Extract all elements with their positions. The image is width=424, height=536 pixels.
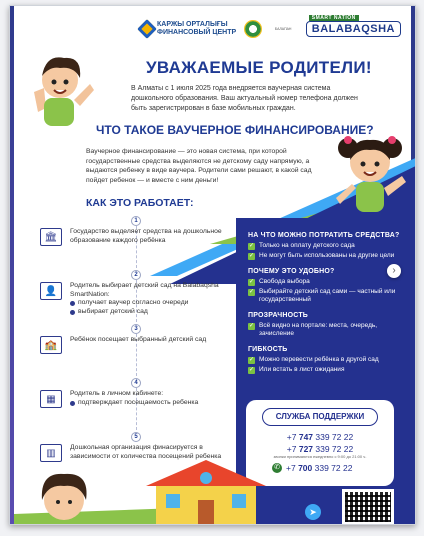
phone-1-number: 339 72 22 (313, 432, 354, 442)
info-item-text: Или встать в лист ожидания (259, 366, 345, 373)
brand-name: BALABAQSHA (311, 23, 395, 35)
spend-title: НА ЧТО МОЖНО ПОТРАТИТЬ СРЕДСТВА? (248, 232, 400, 239)
kindergarten-house-illustration (136, 460, 276, 525)
info-item (248, 322, 408, 338)
info-item-text: Только на оплату детского сада (259, 242, 355, 249)
step-number: 3 (131, 324, 141, 334)
definition-text: Ваучерное финансирование — это новая система, при которой государственные средства выделяются не детскому саду напрямую, а выдаются ребенку в виде ваучера. Родители сами решают, в какой сад пойдет ребенок — и вместе с ним деньги! (86, 148, 312, 184)
step-main-text: Дошкольная организация финасируется в зависимости от количества посещений ребенка (70, 444, 222, 460)
transparency-title: ПРОЗРАЧНОСТЬ (248, 312, 309, 319)
boy-illustration (24, 48, 104, 128)
balapan-emblem-icon (244, 20, 262, 38)
phone-2-number: 339 72 22 (313, 444, 354, 454)
qr-code-pattern (345, 492, 391, 522)
step-subitem-text: выбирает детский сад (78, 307, 148, 315)
step-item (40, 376, 235, 430)
step-subitem-text: получает ваучер согласно очереди (78, 299, 189, 307)
info-item-text: Свобода выбора (259, 278, 310, 285)
step-main-text: Государство выделяет средства на дошкольное образование каждого ребёнка (70, 228, 222, 244)
info-item (248, 356, 408, 364)
bullet-icon (70, 301, 75, 306)
finance-icon: ▥ (40, 444, 62, 462)
step-text (70, 336, 230, 345)
check-icon: ✓ (248, 253, 255, 259)
why-title: ПОЧЕМУ ЭТО УДОБНО? (248, 268, 335, 275)
check-icon: ✓ (248, 357, 255, 363)
step-number: 4 (131, 378, 141, 388)
phone-2[interactable] (246, 444, 394, 454)
whatsapp-prefix: +7 (286, 463, 299, 473)
info-item-text: Можно перевести ребёнка в другой сад (259, 356, 379, 363)
cabinet-icon: ▦ (40, 390, 62, 408)
telegram-icon[interactable]: ➤ (305, 504, 321, 520)
info-item (248, 366, 408, 374)
step-main-text: Родитель в личном кабинете: (70, 390, 164, 397)
step-main-text: Ребёнок посещает выбранный детский сад (70, 336, 207, 343)
phone-1[interactable] (246, 432, 394, 442)
spend-list (248, 242, 408, 260)
emblem-caption: БАЛАПАН (274, 27, 292, 31)
phone-1-prefix: +7 (286, 432, 299, 442)
info-item (248, 252, 408, 260)
phone-2-code: 727 (298, 444, 314, 454)
header-logos (140, 16, 401, 42)
info-item-text: Выбирайте детский сад сами — частный или государственный (259, 288, 396, 303)
step-text (70, 390, 230, 407)
whatsapp-code: 700 (298, 463, 313, 473)
check-icon: ✓ (248, 279, 255, 285)
step-number: 1 (131, 216, 141, 226)
step-item (40, 322, 235, 376)
flexibility-title: ГИБКОСТЬ (248, 346, 288, 353)
bank-icon: 🏛 (40, 228, 62, 246)
bullet-icon (70, 401, 75, 406)
info-item (248, 242, 408, 250)
info-item (248, 288, 408, 304)
check-icon: ✓ (248, 367, 255, 373)
next-arrow-icon[interactable]: › (387, 264, 401, 278)
finance-center-icon (137, 19, 157, 39)
step-number: 2 (131, 270, 141, 280)
phone-1-code: 747 (298, 432, 314, 442)
finance-center-logo (140, 21, 236, 37)
check-icon: ✓ (248, 243, 255, 249)
flexibility-list (248, 356, 408, 374)
step-text (70, 444, 230, 461)
what-title: ЧТО ТАКОЕ ВАУЧЕРНОЕ ФИНАНСИРОВАНИЕ? (96, 123, 374, 137)
poster (9, 5, 416, 525)
parent-icon: 👤 (40, 282, 62, 300)
left-stripe (10, 6, 14, 525)
girl-illustration (328, 126, 412, 218)
step-subitem (70, 308, 230, 317)
step-item (40, 214, 235, 268)
qr-code (342, 489, 394, 525)
step-main-text: Родитель выбирает детский сад на Balabaqsha SmartNation: (70, 282, 219, 298)
whatsapp-contact[interactable] (272, 463, 352, 473)
whatsapp-icon: ✆ (272, 463, 282, 473)
transparency-list (248, 322, 408, 338)
balabaqsha-logo (306, 15, 401, 37)
why-list (248, 278, 408, 304)
step-subitem (70, 399, 230, 408)
check-icon: ✓ (248, 289, 255, 295)
support-title: СЛУЖБА ПОДДЕРЖКИ (262, 408, 378, 426)
whatsapp-number: 339 72 22 (312, 463, 353, 473)
step-text (70, 228, 230, 245)
steps-list (40, 214, 235, 484)
info-item (248, 278, 408, 286)
step-subitem-text: подтверждает посещаемость ребенка (78, 398, 199, 406)
step-text (70, 282, 230, 316)
intro-text: В Алматы с 1 июля 2025 года внедряется ваучерная система дошкольного образования. Ваш актуальный номер телефона должен быть зарегистрирован в базе мобильных граждан. (131, 85, 358, 112)
how-title: КАК ЭТО РАБОТАЕТ: (86, 197, 194, 209)
step-item (40, 268, 235, 322)
step-subitem (70, 299, 230, 308)
info-item-text: Не могут быть использованы на другие цели (259, 252, 395, 259)
kindergarten-icon: 🏫 (40, 336, 62, 354)
support-hours: звонки принимаются ежедневно с 9:00 до 21:00 ч. (273, 454, 367, 459)
bullet-icon (70, 310, 75, 315)
brand-tag: SMART NATION (309, 15, 359, 21)
finance-center-text: КАРЖЫ ОРТАЛЫҒЫ ФИНАНСОВЫЙ ЦЕНТР (157, 21, 237, 36)
page-title: УВАЖАЕМЫЕ РОДИТЕЛИ! (146, 58, 372, 77)
check-icon: ✓ (248, 323, 255, 329)
phone-2-prefix: +7 (286, 444, 299, 454)
step-number: 5 (131, 432, 141, 442)
child-corner-illustration (34, 466, 94, 525)
right-info-panel (248, 232, 408, 382)
info-item-text: Всё видно на портале: места, очередь, зачисление (259, 322, 378, 337)
